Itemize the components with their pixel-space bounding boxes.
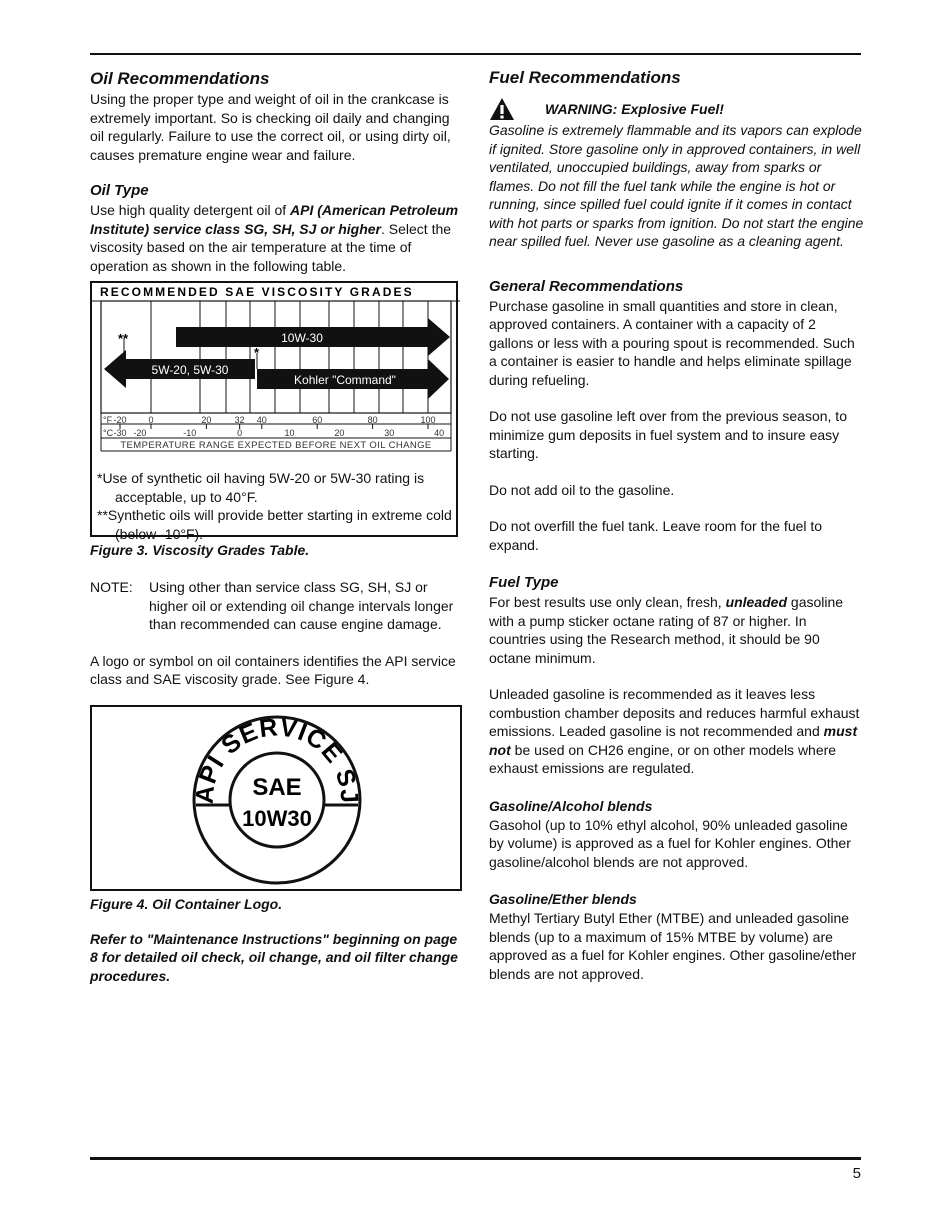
fahrenheit-tick-3: 32: [234, 415, 245, 425]
alcohol-blends-heading: Gasoline/Alcohol blends: [489, 797, 653, 814]
celsius-tick-6: 30: [384, 428, 395, 438]
general-p1: Purchase gasoline in small quantities and store in clean, approved containers. A container with a capacity of 2 gallons or less with a pouring spout is recommended. Such a container is easier to handle and helps eliminate spillage during refueling.: [489, 297, 855, 388]
axis-caption: TEMPERATURE RANGE EXPECTED BEFORE NEXT OIL CHANGE: [120, 440, 432, 451]
fahrenheit-tick-5: 60: [312, 415, 323, 425]
viscosity-title: RECOMMENDED SAE VISCOSITY GRADES: [100, 285, 414, 299]
bar-10w30-label: 10W-30: [281, 331, 323, 345]
viscosity-grades-table: [90, 281, 458, 542]
footnote-double: **Synthetic oils will provide better starting in extreme cold (below -10°F).: [97, 507, 452, 542]
general-p2: Do not use gasoline left over from the previous season, to minimize gum deposits in fuel system and to insure easy starting.: [489, 408, 847, 461]
bar-kohler-label: Kohler "Command": [294, 373, 396, 387]
fahrenheit-tick-2: 20: [201, 415, 212, 425]
celsius-tick-4: 10: [284, 428, 295, 438]
right-column: [489, 67, 864, 983]
oil-recommendations-heading: Oil Recommendations: [90, 69, 270, 88]
figure-4-caption: Figure 4. Oil Container Logo.: [90, 895, 283, 912]
oil-type-body: Use high quality detergent oil of API (American Petroleum Institute) service class SG, SH, SJ or higher. Select the viscosity based on the air temperature at the time of operation as shown in the following table.: [90, 202, 459, 274]
fuel-recommendations-heading: Fuel Recommendations: [489, 68, 681, 87]
general-recommendations-heading: General Recommendations: [489, 277, 684, 295]
fahrenheit-tick-7: 100: [420, 415, 436, 425]
alcohol-blends-body: Gasohol (up to 10% ethyl alcohol, 90% unleaded gasoline by volume) is approved as a fuel for Kohler engines. Other gasoline/alcohol blends are not approved.: [489, 816, 851, 870]
warning-title: WARNING: Explosive Fuel!: [545, 101, 724, 117]
celsius-tick-5: 20: [334, 428, 345, 438]
logo-grade-text: 10W30: [242, 805, 312, 831]
celsius-tick-3: 0: [237, 428, 243, 438]
figure-3-caption: Figure 3. Viscosity Grades Table.: [90, 542, 310, 558]
bar-5w-label: 5W-20, 5W-30: [151, 363, 229, 377]
fahrenheit-tick-6: 80: [367, 415, 378, 425]
fuel-type-heading: Fuel Type: [489, 574, 559, 591]
bottom-rule: [90, 1157, 861, 1160]
warning-header: [489, 97, 864, 121]
page-number: 5: [852, 1165, 861, 1182]
fahrenheit-ticks: [113, 415, 435, 429]
fahrenheit-tick-0: -20: [113, 415, 127, 425]
logo-arc-text: API SERVICE SJ: [190, 712, 364, 805]
fahrenheit-label: °F: [103, 415, 113, 425]
note-text: Using other than service class SG, SH, SJ or higher oil or extending oil change intervals longer than recommended can cause engine damage.: [149, 579, 454, 632]
note-block: [90, 578, 462, 634]
celsius-tick-2: -10: [183, 428, 197, 438]
single-star-mark: *: [254, 345, 260, 360]
left-column: [90, 68, 462, 985]
ether-blends-body: Methyl Tertiary Butyl Ether (MTBE) and unleaded gasoline blends (up to a maximum of 15% MTBE by volume) are approved as a fuel for Kohler engines. Other gasoline/ether blends are not approved.: [489, 910, 857, 982]
footnote-single: *Use of synthetic oil having 5W-20 or 5W-30 rating is acceptable, up to 40°F.: [97, 470, 425, 505]
refer-paragraph: Refer to "Maintenance Instructions" beginning on page 8 for detailed oil check, oil change, and oil filter change procedures.: [90, 930, 458, 984]
fahrenheit-tick-4: 40: [256, 415, 267, 425]
top-rule: [90, 53, 861, 55]
double-star-mark: **: [118, 331, 129, 346]
logo-sae-text: SAE: [252, 773, 302, 801]
oil-type-heading: Oil Type: [90, 182, 149, 199]
oil-recommendations-body: Using the proper type and weight of oil in the crankcase is extremely important. So is checking oil daily and changing oil regularly. Failure to use the correct oil, or using dirty oil, causes premature engine wear and failure.: [90, 91, 451, 163]
grid-lines: [151, 301, 428, 413]
general-p3: Do not add oil to the gasoline.: [489, 481, 675, 498]
logo-paragraph: A logo or symbol on oil containers identifies the API service class and SAE viscosity grade. See Figure 4.: [90, 652, 456, 687]
celsius-ticks: [113, 428, 444, 438]
ether-blends-heading: Gasoline/Ether blends: [489, 891, 637, 907]
fuel-type-p1: For best results use only clean, fresh, unleaded gasoline with a pump sticker octane rating of 87 or higher. In countries using the Research method, it should be 90 octane minimum.: [489, 594, 844, 666]
general-p4: Do not overfill the fuel tank. Leave room for the fuel to expand.: [489, 518, 823, 553]
note-label: NOTE:: [90, 579, 133, 595]
oil-container-logo-box: [90, 705, 462, 891]
chart-frame: [101, 301, 451, 413]
api-service-logo: [92, 707, 464, 893]
fahrenheit-tick-1: 0: [148, 415, 154, 425]
warning-body: Gasoline is extremely flammable and its vapors can explode if ignited. Store gasoline only in approved containers, in well ventilated, unoccupied buildings, away from sparks or flames. Do not fill the fuel tank while the engine is hot or running, since spilled fuel could ignite if it comes in contact with hot parts or sparks from ignition. Do not start the engine near spilled fuel. Never use gasoline as a cleaning agent.: [489, 122, 864, 249]
fuel-type-p2: Unleaded gasoline is recommended as it leaves less combustion chamber deposits and reduces harmful exhaust emissions. Leaded gasoline is not recommended and must not be used on CH26 engine, or on other models where exhaust emissions are regulated.: [489, 686, 860, 776]
viscosity-footnotes: [97, 469, 453, 543]
celsius-tick-1: -20: [133, 428, 147, 438]
warning-triangle-icon: [489, 97, 515, 121]
celsius-tick-7: 40: [434, 428, 445, 438]
celsius-tick-0: -30: [113, 428, 127, 438]
celsius-label: °C: [103, 428, 114, 438]
